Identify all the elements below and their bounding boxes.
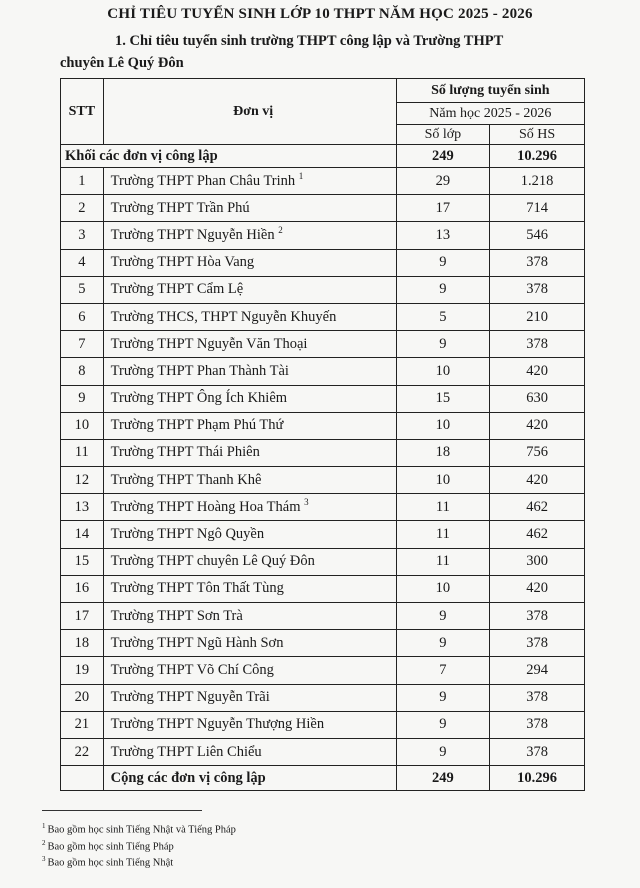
row-students: 378: [490, 738, 585, 765]
table-row: [61, 711, 585, 738]
table-row: [61, 603, 585, 630]
row-unit-cell: [103, 467, 396, 494]
group-label: Khối các đơn vị công lập: [61, 145, 397, 168]
table-row: [61, 331, 585, 358]
row-classes: 29: [396, 168, 490, 195]
row-unit-name: Trường THPT chuyên Lê Quý Đôn: [110, 553, 315, 570]
header-stt: STT: [61, 79, 104, 145]
row-unit-cell: [103, 195, 396, 222]
table-row: [61, 521, 585, 548]
row-unit-cell: [103, 222, 396, 249]
header-unit: Đơn vị: [103, 79, 396, 145]
table-row: [61, 575, 585, 602]
row-unit-cell: [103, 657, 396, 684]
quota-table: [60, 78, 585, 791]
row-unit-cell: [103, 168, 396, 195]
row-unit-name: Trường THCS, THPT Nguyễn Khuyến: [110, 308, 337, 325]
row-unit-cell: [103, 684, 396, 711]
footnote-mark: 1: [42, 822, 46, 830]
table-row: [61, 494, 585, 521]
footnote-item: [42, 820, 236, 837]
table-row: [61, 385, 585, 412]
row-unit-name: Trường THPT Trần Phú: [110, 199, 250, 216]
row-unit-name: Trường THPT Sơn Trà: [110, 607, 243, 624]
footnote-mark: 2: [42, 838, 46, 847]
table-row: [61, 195, 585, 222]
table-row: [61, 738, 585, 765]
row-stt: 6: [61, 303, 104, 330]
row-unit-cell: [103, 548, 396, 575]
row-students: 546: [490, 222, 585, 249]
footnote-mark: 3: [42, 855, 46, 863]
row-unit-name: Trường THPT Nguyễn Trãi: [110, 689, 270, 706]
row-students: 300: [490, 548, 585, 575]
row-stt: 19: [61, 657, 104, 684]
row-stt: 5: [61, 276, 104, 303]
row-stt: 12: [61, 467, 104, 494]
table-row: [61, 657, 585, 684]
row-unit-name: Trường THPT Cẩm Lệ: [110, 281, 244, 298]
row-unit-cell: [103, 303, 396, 330]
row-stt: 18: [61, 630, 104, 657]
group-row: [61, 145, 585, 168]
row-stt: 10: [61, 412, 104, 439]
row-unit-name: Trường THPT Tôn Thất Tùng: [110, 580, 284, 597]
table-row: [61, 684, 585, 711]
row-stt: 13: [61, 494, 104, 521]
row-unit-cell: [103, 575, 396, 602]
header-year: Năm học 2025 - 2026: [396, 103, 584, 125]
footnote-text: Bao gồm học sinh Tiếng Nhật và Tiếng Pháp: [47, 824, 236, 836]
row-classes: 10: [396, 358, 490, 385]
row-students: 378: [490, 630, 585, 657]
row-students: 378: [490, 249, 585, 276]
row-students: 420: [490, 412, 585, 439]
group-students: 10.296: [490, 145, 585, 168]
row-unit-cell: [103, 603, 396, 630]
row-students: 462: [490, 494, 585, 521]
total-row: [61, 766, 585, 791]
row-unit-name: Trường THPT Hòa Vang: [110, 254, 255, 271]
document-title: CHỈ TIÊU TUYỂN SINH LỚP 10 THPT NĂM HỌC 2025 - 2026: [107, 6, 533, 22]
row-students: 378: [490, 276, 585, 303]
footnotes: [42, 820, 236, 870]
row-unit-cell: [103, 412, 396, 439]
row-classes: 9: [396, 684, 490, 711]
total-classes: 249: [396, 766, 490, 791]
section-heading: [60, 30, 620, 74]
row-students: 714: [490, 195, 585, 222]
row-classes: 9: [396, 249, 490, 276]
section-heading-line-1: 1. Chỉ tiêu tuyển sinh trường THPT công lập và Trường THPT: [115, 33, 504, 49]
row-unit-cell: [103, 276, 396, 303]
row-stt: 21: [61, 711, 104, 738]
table-row: [61, 412, 585, 439]
row-classes: 18: [396, 439, 490, 466]
row-students: 294: [490, 657, 585, 684]
row-stt: 20: [61, 684, 104, 711]
total-label: Cộng các đơn vị công lập: [103, 766, 396, 791]
row-students: 630: [490, 385, 585, 412]
footnote-item: [42, 837, 236, 854]
row-classes: 17: [396, 195, 490, 222]
row-unit-cell: [103, 249, 396, 276]
row-students: 420: [490, 358, 585, 385]
table-row: [61, 548, 585, 575]
row-classes: 9: [396, 711, 490, 738]
table-row: [61, 303, 585, 330]
row-classes: 9: [396, 603, 490, 630]
row-unit-name: Trường THPT Ngũ Hành Sơn: [110, 634, 284, 651]
table-row: [61, 467, 585, 494]
footnote-item: [42, 853, 236, 870]
row-students: 378: [490, 603, 585, 630]
row-students: 378: [490, 331, 585, 358]
row-unit-cell: [103, 521, 396, 548]
table-row: [61, 222, 585, 249]
row-classes: 11: [396, 521, 490, 548]
table-row: [61, 439, 585, 466]
row-classes: 15: [396, 385, 490, 412]
row-unit-name: Trường THPT Phan Thành Tài: [110, 362, 289, 379]
header-quota: Số lượng tuyển sinh: [396, 79, 584, 103]
row-stt: 15: [61, 548, 104, 575]
row-students: 378: [490, 711, 585, 738]
row-unit-cell: [103, 711, 396, 738]
row-students: 420: [490, 467, 585, 494]
row-stt: 17: [61, 603, 104, 630]
header-students: Số HS: [490, 125, 585, 145]
row-classes: 10: [396, 412, 490, 439]
row-stt: 1: [61, 168, 104, 195]
row-unit-name: Trường THPT Ngô Quyền: [110, 526, 265, 543]
row-unit-name: Trường THPT Nguyễn Hiền: [110, 226, 275, 243]
row-classes: 9: [396, 331, 490, 358]
total-stt-cell: [61, 766, 104, 791]
row-unit-name: Trường THPT Phan Châu Trinh: [110, 172, 296, 189]
table-row: [61, 276, 585, 303]
row-students: 1.218: [490, 168, 585, 195]
table-row: [61, 249, 585, 276]
row-stt: 22: [61, 738, 104, 765]
footnote-marker: 1: [298, 170, 304, 181]
row-stt: 8: [61, 358, 104, 385]
row-unit-cell: [103, 630, 396, 657]
row-stt: 7: [61, 331, 104, 358]
row-unit-name: Trường THPT Liên Chiểu: [110, 743, 262, 760]
row-classes: 10: [396, 575, 490, 602]
row-stt: 11: [61, 439, 104, 466]
group-classes: 249: [396, 145, 490, 168]
row-unit-name: Trường THPT Hoàng Hoa Thám: [110, 498, 301, 515]
row-unit-cell: [103, 358, 396, 385]
row-stt: 2: [61, 195, 104, 222]
row-students: 420: [490, 575, 585, 602]
row-unit-name: Trường THPT Võ Chí Công: [110, 661, 274, 678]
row-stt: 3: [61, 222, 104, 249]
header-classes: Số lớp: [396, 125, 490, 145]
footnote-marker: 2: [278, 225, 283, 236]
footnote-divider: [42, 810, 202, 811]
row-unit-name: Trường THPT Thái Phiên: [110, 444, 260, 461]
table-row: [61, 630, 585, 657]
row-unit-name: Trường THPT Thanh Khê: [110, 471, 262, 488]
row-classes: 9: [396, 630, 490, 657]
row-students: 378: [490, 684, 585, 711]
table-row: [61, 168, 585, 195]
footnote-text: Bao gồm học sinh Tiếng Nhật: [47, 857, 174, 869]
row-stt: 14: [61, 521, 104, 548]
row-classes: 5: [396, 303, 490, 330]
row-stt: 9: [61, 385, 104, 412]
row-unit-name: Trường THPT Phạm Phú Thứ: [110, 417, 284, 434]
row-unit-name: Trường THPT Nguyễn Văn Thoại: [110, 335, 308, 352]
row-unit-cell: [103, 385, 396, 412]
row-classes: 11: [396, 494, 490, 521]
row-classes: 7: [396, 657, 490, 684]
row-unit-cell: [103, 331, 396, 358]
row-students: 756: [490, 439, 585, 466]
total-students: 10.296: [490, 766, 585, 791]
table-row: [61, 358, 585, 385]
row-unit-name: Trường THPT Ông Ích Khiêm: [110, 390, 288, 407]
row-unit-cell: [103, 439, 396, 466]
footnote-marker: 3: [304, 497, 309, 508]
row-classes: 9: [396, 738, 490, 765]
row-students: 462: [490, 521, 585, 548]
footnote-text: Bao gồm học sinh Tiếng Pháp: [47, 841, 174, 852]
row-unit-name: Trường THPT Nguyễn Thượng Hiền: [110, 716, 325, 733]
row-classes: 9: [396, 276, 490, 303]
row-students: 210: [490, 303, 585, 330]
row-unit-cell: [103, 738, 396, 765]
row-stt: 4: [61, 249, 104, 276]
section-heading-line-2: chuyên Lê Quý Đôn: [60, 55, 184, 71]
row-unit-cell: [103, 494, 396, 521]
row-classes: 11: [396, 548, 490, 575]
row-classes: 13: [396, 222, 490, 249]
row-classes: 10: [396, 467, 490, 494]
row-stt: 16: [61, 575, 104, 602]
